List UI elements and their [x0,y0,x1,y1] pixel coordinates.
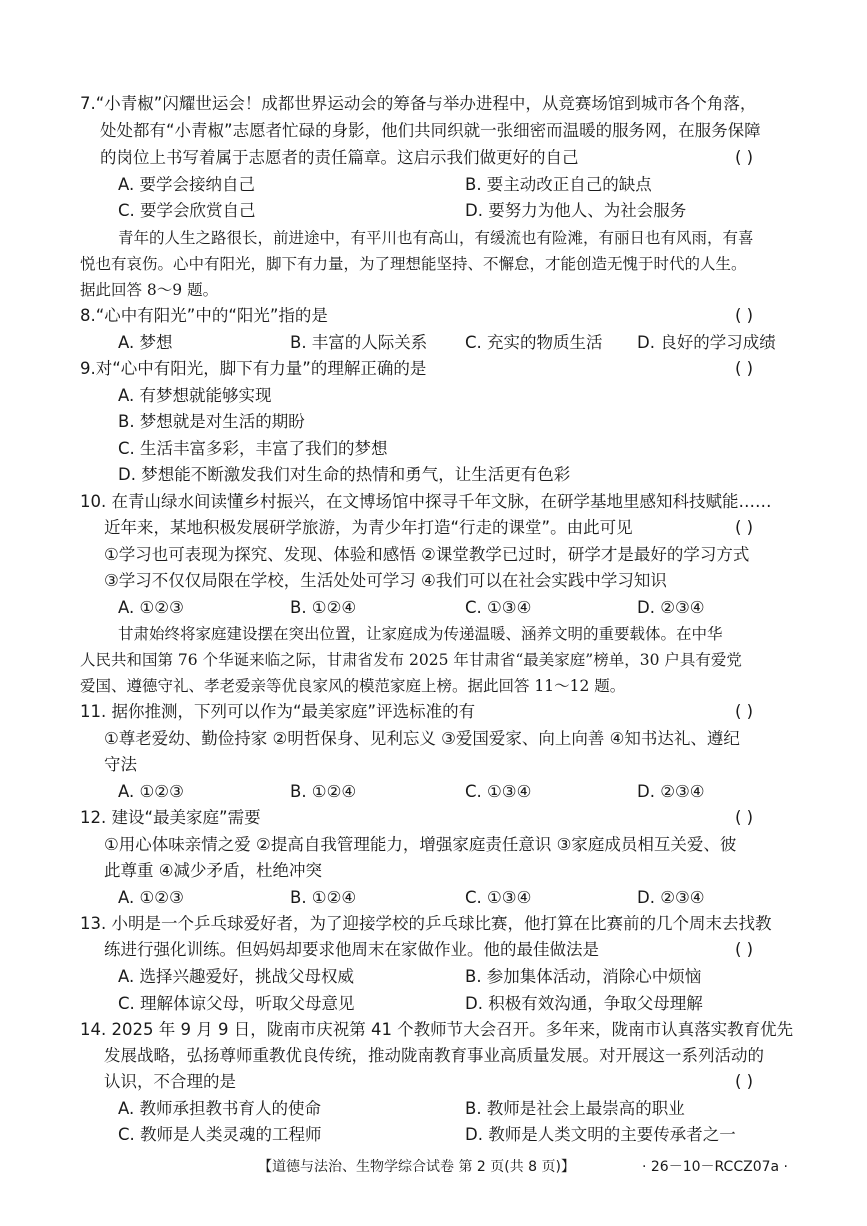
q8-option-c: C. 充实的物质生活 [465,333,603,352]
q7-option-b: B. 要主动改正自己的缺点 [465,175,652,194]
q14-stem-line-1: 14. 2025 年 9 月 9 日，陇南市庆祝第 41 个教师节大会召开。多年来，陇南市认真落实教育优先 [80,1020,794,1039]
q10-stem-line-2: 近年来，某地积极发展研学旅游，为青少年打造“行走的课堂”。由此可见 [104,518,633,537]
q8-answer-bracket: ( ) [735,306,754,325]
q12-option-c: C. ①③④ [465,888,532,907]
q10-option-b: B. ①②④ [290,598,357,617]
q9-option-b: B. 梦想就是对生活的期盼 [118,412,305,431]
q11-option-b: B. ①②④ [290,782,357,801]
q14-answer-bracket: ( ) [735,1072,754,1091]
q12-statements-line-1: ①用心体味亲情之爱 ②提高自我管理能力，增强家庭责任意识 ③家庭成员相互关爱、彼 [104,835,737,854]
q14-stem-line-3: 认识，不合理的是 [104,1072,236,1091]
q14-stem-line-2: 发展战略，弘扬尊师重教优良传统，推动陇南教育事业高质量发展。对开展这一系列活动的 [104,1046,764,1065]
q8-option-b: B. 丰富的人际关系 [290,333,428,352]
q9-answer-bracket: ( ) [735,359,754,378]
q10-option-a: A. ①②③ [118,598,184,617]
q8-stem: 8.“心中有阳光”中的“阳光”指的是 [80,306,328,325]
q11-option-d: D. ②③④ [637,782,705,801]
q11-option-a: A. ①②③ [118,782,184,801]
q8-option-a: A. 梦想 [118,333,173,352]
q14-option-b: B. 教师是社会上最崇高的职业 [465,1099,685,1118]
q7-answer-bracket: ( ) [735,148,754,167]
q8-option-d: D. 良好的学习成绩 [637,333,776,352]
q11-statements-line-1: ①尊老爱幼、勤俭持家 ②明哲保身、见利忘义 ③爱国爱家、向上向善 ④知书达礼、遵纪 [104,729,740,748]
q12-option-d: D. ②③④ [637,888,705,907]
passage-1-line-2: 悦也有哀伤。心中有阳光，脚下有力量，为了理想能坚持、不懈怠，才能创造无愧于时代的人生。 [80,255,747,273]
q12-option-a: A. ①②③ [118,888,184,907]
q11-statements-line-2: 守法 [104,755,137,774]
q10-option-d: D. ②③④ [637,598,705,617]
q12-answer-bracket: ( ) [735,808,754,827]
q14-option-a: A. 教师承担教书育人的使命 [118,1099,321,1118]
passage-2-line-2: 人民共和国第 76 个华诞来临之际，甘肃省发布 2025 年甘肃省“最美家庭”榜单，30 户具有爱党 [80,651,742,669]
q10-stem-line-1: 10. 在青山绿水间读懂乡村振兴，在文博场馆中探寻千年文脉，在研学基地里感知科技赋能…… [80,492,772,511]
footer-exam-code: · 26－10－RCCZ07a · [642,1159,788,1175]
q13-option-a: A. 选择兴趣爱好，挑战父母权威 [118,967,354,986]
q14-option-d: D. 教师是人类文明的主要传承者之一 [465,1125,736,1144]
q11-stem: 11. 据你推测，下列可以作为“最美家庭”评选标准的有 [80,702,476,721]
q9-option-c: C. 生活丰富多彩，丰富了我们的梦想 [118,439,388,458]
passage-2-line-1: 甘肃始终将家庭建设摆在突出位置，让家庭成为传递温暖、涵养文明的重要载体。在中华 [118,625,723,643]
q12-statements-line-2: 此尊重 ④减少矛盾，杜绝冲突 [104,861,323,880]
q12-stem: 12. 建设“最美家庭”需要 [80,808,261,827]
q7-stem-line-1: 7.“小青椒”闪耀世运会！成都世界运动会的筹备与举办进程中，从竞赛场馆到城市各个角落， [80,94,757,113]
q7-option-d: D. 要努力为他人、为社会服务 [465,201,687,220]
q14-option-c: C. 教师是人类灵魂的工程师 [118,1125,322,1144]
q7-option-c: C. 要学会欣赏自己 [118,201,256,220]
q11-answer-bracket: ( ) [735,702,754,721]
q7-option-a: A. 要学会接纳自己 [118,175,255,194]
q9-option-a: A. 有梦想就能够实现 [118,386,272,405]
q13-option-d: D. 积极有效沟通，争取父母理解 [465,994,703,1013]
passage-2-line-3: 爱国、遵德守礼、孝老爱亲等优良家风的模范家庭上榜。据此回答 11～12 题。 [80,677,626,695]
q10-statements-line-1: ①学习也可表现为探究、发现、体验和感悟 ②课堂教学已过时，研学才是最好的学习方式 [104,545,750,564]
q13-answer-bracket: ( ) [735,940,754,959]
footer-exam-title: 【道德与法治、生物学综合试卷 第 2 页(共 8 页)】 [258,1159,575,1175]
passage-1-line-3: 据此回答 8～9 题。 [80,281,219,299]
q12-option-b: B. ①②④ [290,888,357,907]
q13-option-c: C. 理解体谅父母，听取父母意见 [118,994,355,1013]
q13-stem-line-1: 13. 小明是一个乒乓球爱好者，为了迎接学校的乒乓球比赛，他打算在比赛前的几个周末去找教 [80,914,772,933]
q13-option-b: B. 参加集体活动，消除心中烦恼 [465,967,702,986]
q10-option-c: C. ①③④ [465,598,532,617]
q7-stem-line-2: 处处都有“小青椒”志愿者忙碌的身影，他们共同织就一张细密而温暖的服务网，在服务保障 [100,121,761,140]
q10-statements-line-2: ③学习不仅仅局限在学校，生活处处可学习 ④我们可以在社会实践中学习知识 [104,571,667,590]
q9-stem: 9.对“心中有阳光，脚下有力量”的理解正确的是 [80,359,427,378]
q7-stem-line-3: 的岗位上书写着属于志愿者的责任篇章。这启示我们做更好的自己 [100,148,579,167]
q13-stem-line-2: 练进行强化训练。但妈妈却要求他周末在家做作业。他的最佳做法是 [104,940,599,959]
q9-option-d: D. 梦想能不断激发我们对生命的热情和勇气，让生活更有色彩 [118,465,571,484]
q11-option-c: C. ①③④ [465,782,532,801]
q10-answer-bracket: ( ) [735,518,754,537]
passage-1-line-1: 青年的人生之路很长，前进途中，有平川也有高山，有缓流也有险滩，有丽日也有风雨，有喜 [118,229,754,247]
